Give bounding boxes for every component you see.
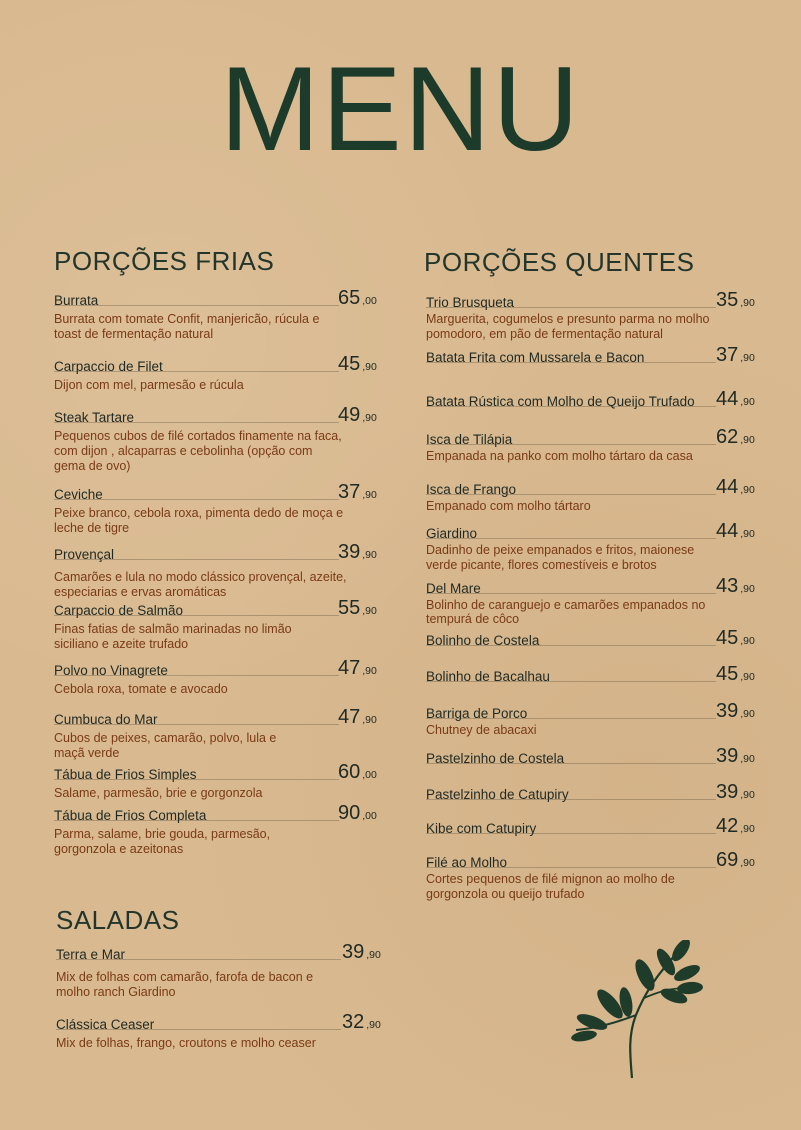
item-description: Empanada na panko com molho tártaro da casa [426, 449, 693, 463]
section-title-porcoes-quentes: PORÇÕES QUENTES [424, 247, 695, 277]
menu-item [426, 576, 766, 626]
item-description: Cebola roxa, tomate e avocado [54, 682, 228, 696]
price-int: 37 [716, 344, 739, 366]
item-description: Dijon com mel, parmesão e rúcula [54, 378, 244, 392]
item-name: Cumbuca do Mar [54, 712, 158, 727]
price-dec: ,00 [362, 295, 377, 307]
price-int: 44 [716, 520, 739, 542]
item-name: Polvo no Vinagrete [54, 663, 168, 678]
price-int: 45 [716, 627, 739, 649]
price-int: 49 [338, 404, 361, 426]
price-dec: ,00 [362, 769, 377, 781]
item-description: Mix de folhas, frango, croutons e molho ceaser [56, 1036, 316, 1050]
price-int: 47 [338, 657, 361, 679]
menu-item [54, 288, 384, 342]
item-name: Batata Frita com Mussarela e Bacon [426, 350, 645, 365]
price-int: 39 [716, 745, 739, 767]
price-dec: ,90 [362, 361, 377, 373]
price-dec: ,90 [362, 665, 377, 677]
price-dec: ,90 [740, 857, 755, 869]
item-name: Carpaccio de Filet [54, 359, 163, 374]
price-dec: ,90 [362, 714, 377, 726]
section-title-porcoes-frias: PORÇÕES FRIAS [54, 246, 275, 276]
item-name: Steak Tartare [54, 410, 135, 425]
price-dec: ,90 [740, 352, 755, 364]
menu-item [426, 746, 766, 768]
menu-item [54, 762, 384, 801]
menu-item [56, 1012, 391, 1051]
item-description: Cubos de peixes, camarão, polvo, lula e maçã verde [54, 731, 277, 760]
menu-item [54, 354, 384, 393]
item-name: Kibe com Catupiry [426, 821, 537, 836]
price-int: 39 [342, 941, 365, 963]
price-dec: ,90 [362, 549, 377, 561]
item-description: Empanado com molho tártaro [426, 499, 591, 513]
menu-item [426, 628, 766, 650]
item-name: Bolinho de Bacalhau [426, 669, 550, 684]
price-int: 37 [338, 481, 361, 503]
item-name: Batata Rústica com Molho de Queijo Trufado [426, 394, 695, 409]
price-dec: ,90 [740, 396, 755, 408]
price-dec: ,90 [740, 297, 755, 309]
menu-title: MENU [219, 42, 582, 176]
price-dec: ,00 [362, 810, 377, 822]
section-title-saladas: SALADAS [56, 905, 180, 935]
price-int: 69 [716, 849, 739, 871]
item-description: Finas fatias de salmão marinadas no limão siciliano e azeite trufado [54, 622, 292, 651]
price-int: 44 [716, 476, 739, 498]
menu-item [54, 598, 384, 652]
price-int: 45 [716, 663, 739, 685]
menu-item [54, 658, 384, 697]
menu-item [426, 389, 766, 411]
price-dec: ,90 [366, 1019, 381, 1031]
menu-item [54, 482, 384, 536]
item-name: Provençal [54, 547, 115, 562]
price-dec: ,90 [740, 823, 755, 835]
menu-item [426, 427, 766, 464]
item-name: Trio Brusqueta [426, 295, 515, 310]
item-name: Isca de Frango [426, 482, 517, 497]
item-description: Burrata com tomate Confit, manjericão, rúcula e toast de fermentação natural [54, 312, 320, 341]
item-description: Pequenos cubos de filé cortados finamente na faca, com dijon , alcaparras e cebolinha (opção com gema de ovo) [54, 429, 342, 473]
item-description: Dadinho de peixe empanados e fritos, maionese verde picante, flores comestíveis e brotos [426, 543, 695, 572]
item-description: Mix de folhas com camarão, farofa de bacon e molho ranch Giardino [56, 970, 314, 999]
price-int: 55 [338, 597, 361, 619]
price-dec: ,90 [740, 528, 755, 540]
menu-item [426, 782, 766, 804]
menu-item [54, 707, 384, 761]
item-name: Carpaccio de Salmão [54, 603, 184, 618]
item-name: Pastelzinho de Catupiry [426, 787, 569, 802]
item-name: Filé ao Molho [426, 855, 508, 870]
item-name: Bolinho de Costela [426, 633, 540, 648]
item-description: Camarões e lula no modo clássico provençal, azeite, especiarias e ervas aromáticas [54, 570, 347, 599]
menu-item [426, 521, 766, 573]
menu-item [426, 664, 766, 686]
item-description: Salame, parmesão, brie e gorgonzola [54, 786, 263, 800]
price-dec: ,90 [362, 605, 377, 617]
item-name: Terra e Mar [56, 947, 126, 962]
item-name: Clássica Ceaser [56, 1017, 155, 1032]
item-name: Tábua de Frios Simples [54, 767, 197, 782]
menu-item [54, 803, 384, 857]
price-dec: ,90 [362, 489, 377, 501]
menu-item [426, 477, 766, 514]
price-int: 62 [716, 426, 739, 448]
price-int: 39 [716, 781, 739, 803]
menu-item [426, 290, 766, 342]
price-dec: ,90 [740, 708, 755, 720]
item-description: Marguerita, cogumelos e presunto parma no molho pomodoro, em pão de fermentação natural [426, 312, 710, 341]
price-int: 65 [338, 287, 361, 309]
menu-item [426, 701, 766, 738]
price-int: 44 [716, 388, 739, 410]
menu-item [54, 405, 384, 474]
item-name: Pastelzinho de Costela [426, 751, 565, 766]
item-name: Barriga de Porco [426, 706, 528, 721]
item-description: Bolinho de caranguejo e camarões empanados no tempurá de côco [426, 598, 706, 626]
price-int: 47 [338, 706, 361, 728]
item-description: Chutney de abacaxi [426, 723, 537, 737]
item-name: Ceviche [54, 487, 103, 502]
price-int: 45 [338, 353, 361, 375]
price-int: 60 [338, 761, 361, 783]
item-name: Tábua de Frios Completa [54, 808, 207, 823]
price-int: 90 [338, 802, 361, 824]
item-description: Peixe branco, cebola roxa, pimenta dedo de moça e leche de tigre [54, 506, 344, 535]
item-name: Burrata [54, 293, 99, 308]
menu-item [426, 345, 766, 367]
menu-item [426, 850, 766, 902]
price-dec: ,90 [740, 753, 755, 765]
menu-item [56, 942, 391, 1000]
menu-item [54, 542, 384, 600]
item-name: Del Mare [426, 581, 481, 596]
item-name: Giardino [426, 526, 478, 541]
leaf-branch-icon [570, 940, 710, 1080]
price-dec: ,90 [740, 434, 755, 446]
item-description: Parma, salame, brie gouda, parmesão, gorgonzola e azeitonas [54, 827, 271, 856]
price-int: 39 [716, 700, 739, 722]
price-int: 32 [342, 1011, 365, 1033]
item-description: Cortes pequenos de filé mignon ao molho de gorgonzola ou queijo trufado [426, 872, 675, 901]
price-dec: ,90 [740, 789, 755, 801]
price-dec: ,90 [740, 635, 755, 647]
price-dec: ,90 [366, 949, 381, 961]
price-int: 42 [716, 815, 739, 837]
price-int: 39 [338, 541, 361, 563]
price-int: 35 [716, 289, 739, 311]
price-dec: ,90 [740, 484, 755, 496]
price-dec: ,90 [740, 671, 755, 683]
item-name: Isca de Tilápia [426, 432, 513, 447]
price-dec: ,90 [740, 583, 755, 595]
price-int: 43 [716, 575, 739, 597]
menu-item [426, 816, 766, 838]
price-dec: ,90 [362, 412, 377, 424]
